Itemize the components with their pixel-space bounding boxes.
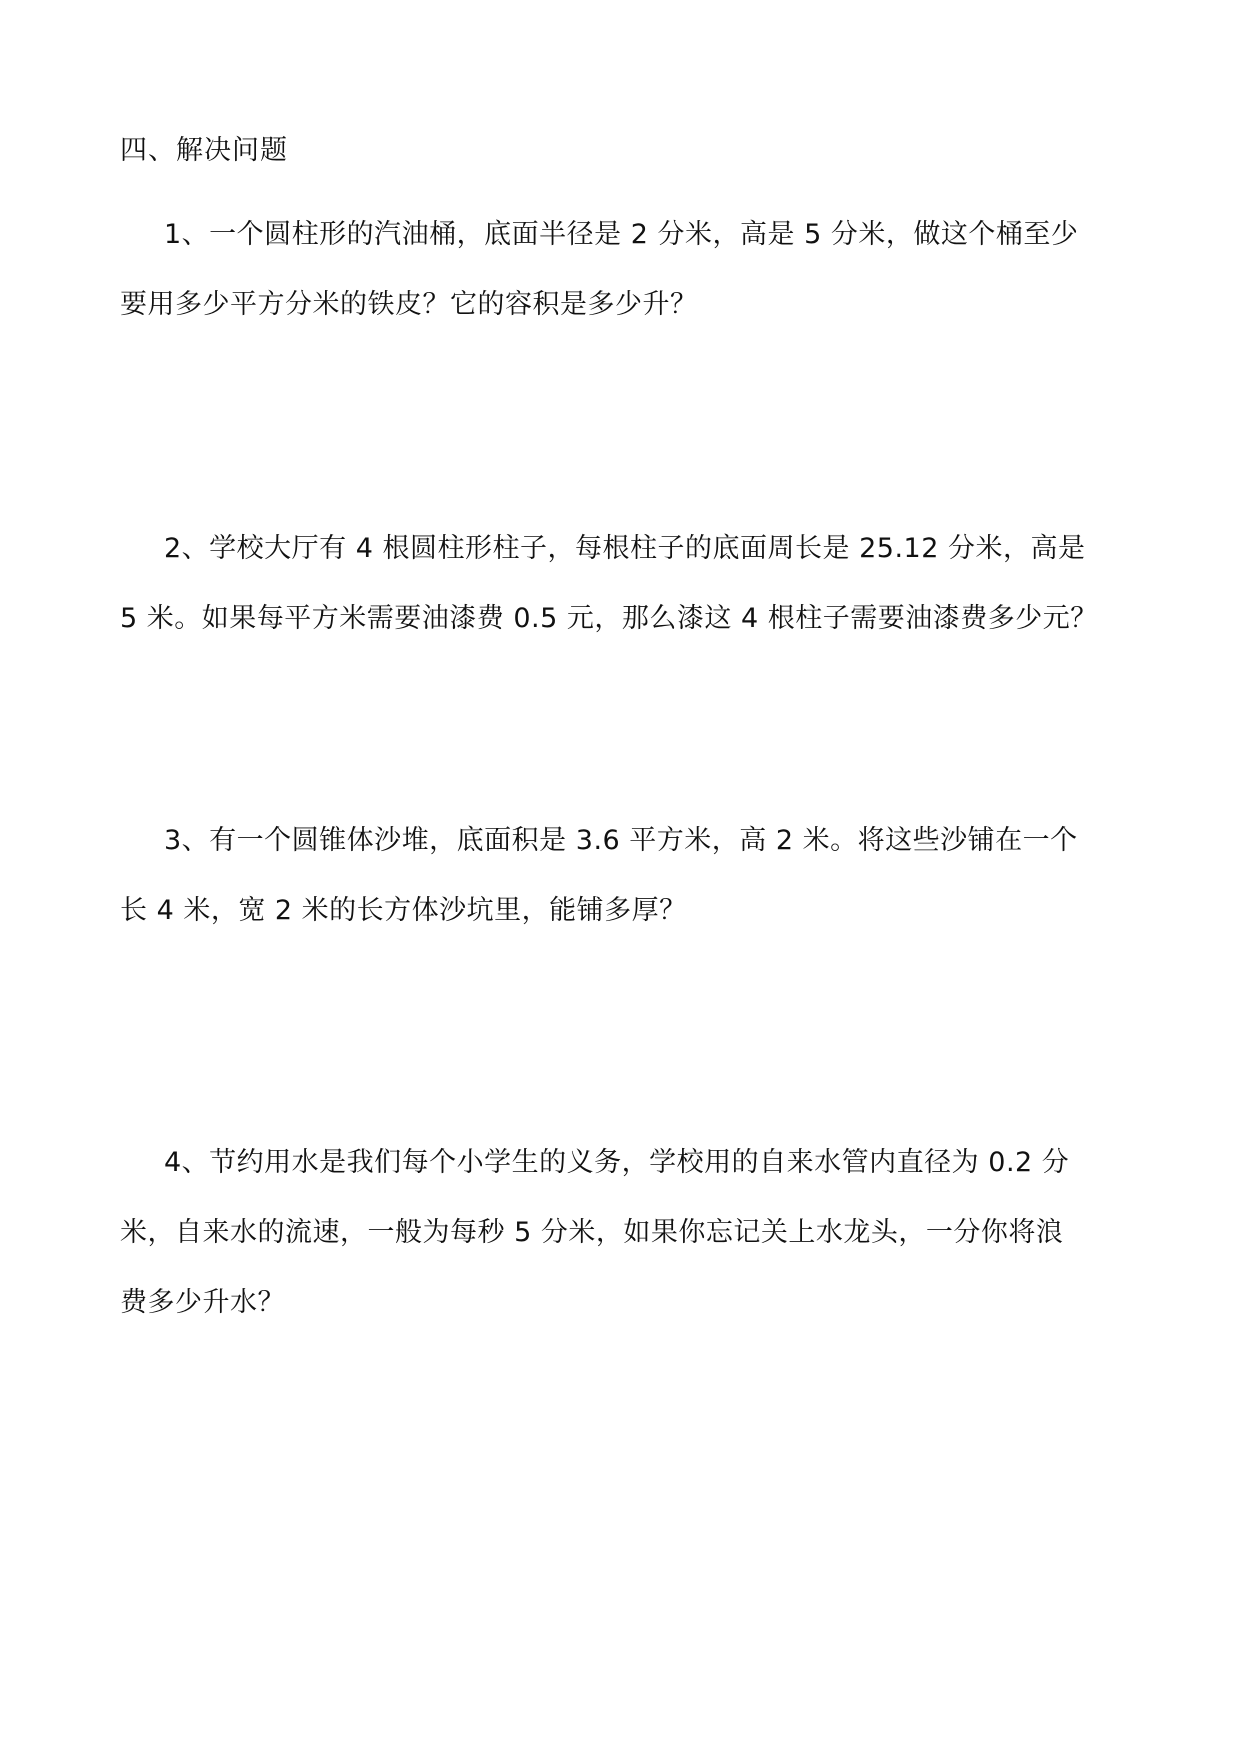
- problem-1: [120, 200, 1120, 340]
- problem-2: [120, 514, 1120, 654]
- section-title: 四、解决问题: [120, 135, 288, 166]
- problem-4-line-1: 4、节约用水是我们每个小学生的义务，学校用的自来水管内直径为 0.2 分: [164, 1147, 1070, 1178]
- problem-1-line-1: 1、一个圆柱形的汽油桶，底面半径是 2 分米，高是 5 分米，做这个桶至少: [164, 219, 1079, 250]
- problem-4-line-2: 米，自来水的流速，一般为每秒 5 分米，如果你忘记关上水龙头，一分你将浪: [120, 1217, 1064, 1248]
- problem-3-line-2: 长 4 米，宽 2 米的长方体沙坑里，能铺多厚？: [120, 895, 687, 926]
- problem-3-line-1: 3、有一个圆锥体沙堆，底面积是 3.6 平方米，高 2 米。将这些沙铺在一个: [164, 825, 1078, 856]
- problem-1-line-2: 要用多少平方分米的铁皮？它的容积是多少升？: [120, 289, 698, 320]
- problem-4-line-3: 费多少升水？: [120, 1287, 285, 1318]
- problem-2-line-2: 5 米。如果每平方米需要油漆费 0.5 元，那么漆这 4 根柱子需要油漆费多少元？: [120, 603, 1098, 634]
- problem-2-line-1: 2、学校大厅有 4 根圆柱形柱子，每根柱子的底面周长是 25.12 分米，高是: [164, 533, 1086, 564]
- problem-3: [120, 806, 1120, 946]
- problem-4: [120, 1128, 1120, 1338]
